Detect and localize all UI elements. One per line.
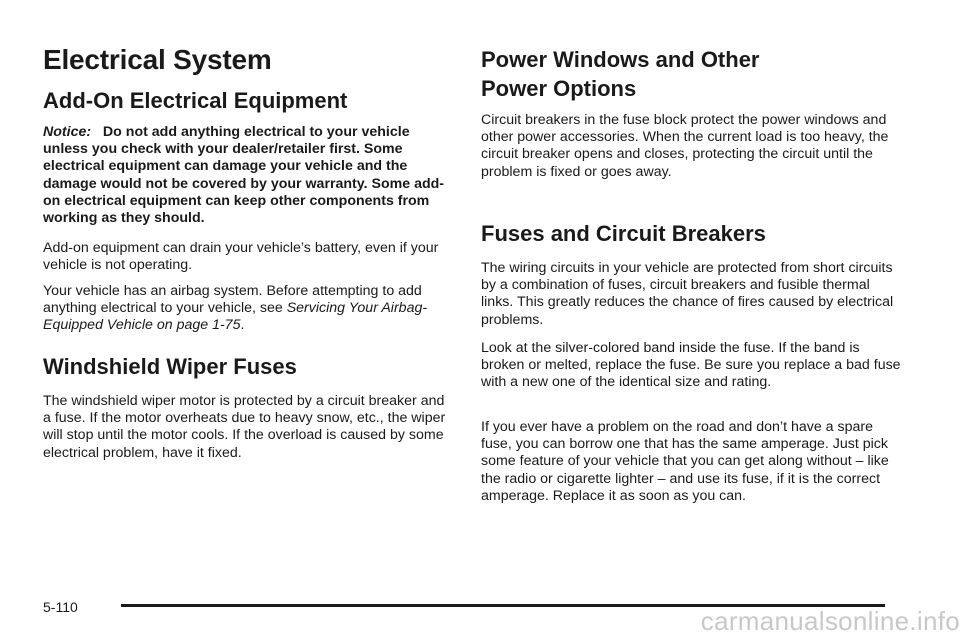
addon-paragraph-1: Add-on equipment can drain your vehicle’s battery, even if your vehicle is not operating.	[43, 240, 439, 274]
watermark: carmanualsonline.info	[700, 606, 960, 636]
fuses-paragraph-1: The wiring circuits in your vehicle are protected from short circuits by a combination of fuses, circuit breakers and fusible thermal links. This greatly reduces the chance of fires caused by electrical problems.	[481, 260, 894, 328]
fuses-heading: Fuses and Circuit Breakers	[481, 221, 766, 246]
power-heading-line-2: Power Options	[481, 76, 637, 101]
notice-text: Do not add anything electrical to your vehicle unless you check with your dealer/retailer first. Some electrical equipment can damage your vehicle and the damage would not be covered by your warranty. Some add-on electrical equipment can keep other components from working as they should.	[43, 124, 445, 227]
fuses-paragraph-3: If you ever have a problem on the road and don’t have a spare fuse, you can borrow one that has the same amperage. Just pick some feature of your vehicle that you can get along without – like the radio or cigarette lighter – and use its fuse, if it is the correct amperage. Replace it as soon as you can.	[481, 419, 889, 504]
wiper-paragraph: The windshield wiper motor is protected by a circuit breaker and a fuse. If the motor overheats due to heavy snow, etc., the wiper will stop until the motor cools. If the overload is caused by some electrical problem, have it fixed.	[43, 393, 446, 461]
fuses-paragraph-2: Look at the silver-colored band inside the fuse. If the band is broken or melted, replace the fuse. Be sure you replace a bad fuse with a new one of the identical size and rating.	[481, 340, 901, 391]
power-heading-line-1: Power Windows and Other	[481, 47, 760, 72]
notice-label: Notice:	[43, 124, 92, 140]
notice-paragraph	[43, 124, 453, 227]
power-paragraph: Circuit breakers in the fuse block protect the power windows and other power accessories. When the current load is too heavy, the circuit breaker opens and closes, protecting the circuit until the problem is fixed or goes away.	[481, 112, 889, 180]
page-number: 5-110	[43, 599, 78, 615]
airbag-reference-link[interactable]: Servicing Your Airbag-Equipped Vehicle on page 1-75	[43, 300, 428, 334]
wiper-heading: Windshield Wiper Fuses	[43, 354, 297, 379]
addon-paragraph-2	[43, 283, 453, 335]
addon-paragraph-2-text: Your vehicle has an airbag system. Before attempting to add anything electrical to your vehicle, see	[43, 283, 422, 317]
addon-paragraph-2-end: .	[240, 317, 245, 334]
addon-heading: Add-On Electrical Equipment	[43, 88, 348, 113]
section-title: Electrical System	[43, 44, 272, 75]
